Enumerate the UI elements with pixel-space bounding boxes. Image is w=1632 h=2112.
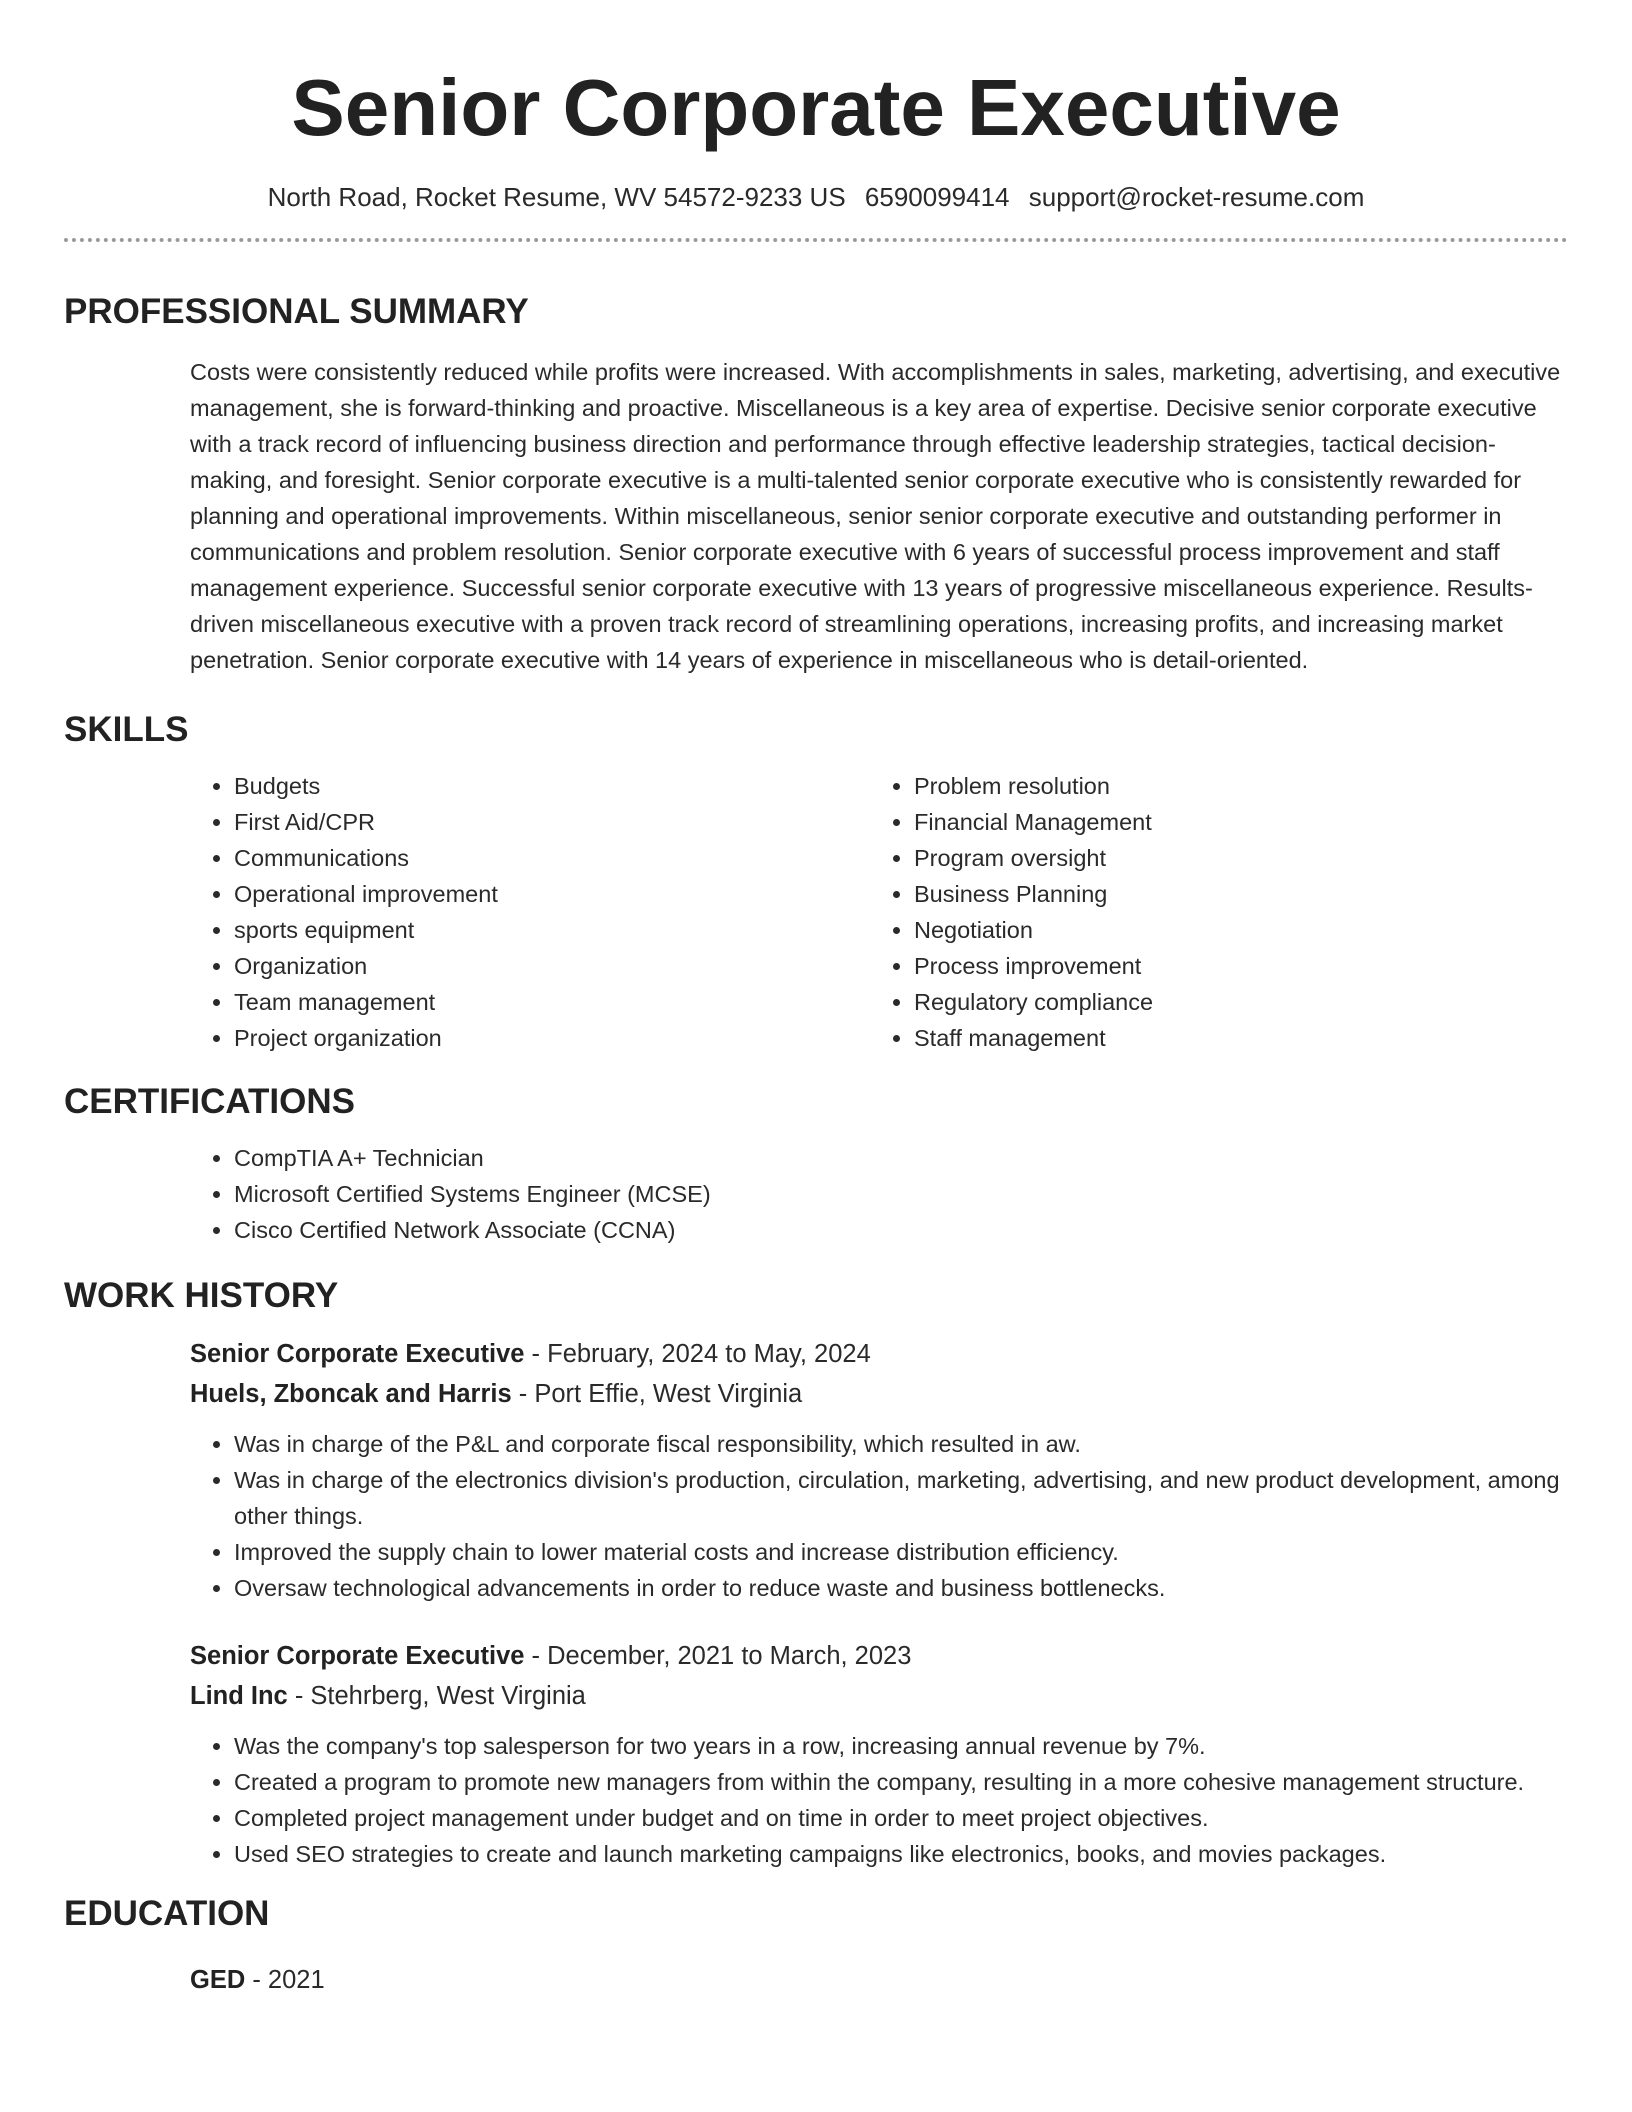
job-title: Senior Corporate Executive [190, 1340, 525, 1368]
skill-item: • Project organization [234, 1020, 870, 1056]
education-degree: GED [190, 1966, 246, 1994]
job-company: Huels, Zboncak and Harris [190, 1380, 512, 1408]
skill-item: • Program oversight [914, 840, 1550, 876]
job-bullet: • Used SEO strategies to create and launch marketing campaigns like electronics, books, and movies packages. [234, 1836, 1568, 1872]
job-dates: - December, 2021 to March, 2023 [524, 1642, 912, 1670]
skills-column-right [870, 768, 1550, 1056]
header-divider [64, 238, 1568, 242]
skill-item: • Negotiation [914, 912, 1550, 948]
job-title-line [190, 1636, 1568, 1676]
skills-list [190, 768, 1568, 1056]
skill-item: • Organization [234, 948, 870, 984]
job-bullets [190, 1426, 1568, 1606]
section-title-summary: PROFESSIONAL SUMMARY [64, 292, 529, 331]
job-dates: - February, 2024 to May, 2024 [524, 1340, 871, 1368]
contact-email: support@rocket-resume.com [1028, 182, 1365, 212]
section-title-education: EDUCATION [64, 1894, 270, 1933]
skill-item: • Communications [234, 840, 870, 876]
job-bullet: • Was the company's top salesperson for two years in a row, increasing annual revenue by 7%. [234, 1728, 1568, 1764]
skill-item: • sports equipment [234, 912, 870, 948]
job-bullet: • Created a program to promote new managers from within the company, resulting in a more cohesive management structure. [234, 1764, 1568, 1800]
job-bullet: • Completed project management under budget and on time in order to meet project objectives. [234, 1800, 1568, 1836]
skill-item: • Regulatory compliance [914, 984, 1550, 1020]
job-bullets [190, 1728, 1568, 1872]
education-line [190, 1960, 1568, 2000]
skill-item: • Financial Management [914, 804, 1550, 840]
summary-text: Costs were consistently reduced while profits were increased. With accomplishments in sales, marketing, advertising, and executive management, she is forward-thinking and proactive. Miscellaneous is a key area of expertise. Decisive senior corporate executive with a track record of influencing business direction and performance through effective leadership strategies, tactical decision-making, and foresight. Senior corporate executive is a multi-talented senior corporate executive who is consistently rewarded for planning and operational improvements. Within miscellaneous, senior senior corporate executive and outstanding performer in communications and problem resolution. Senior corporate executive with 6 years of successful process improvement and staff management experience. Successful senior corporate executive with 13 years of progressive miscellaneous experience. Results-driven miscellaneous executive with a proven track record of streamlining operations, increasing profits, and increasing market penetration. Senior corporate executive with 14 years of experience in miscellaneous who is detail-oriented. [190, 359, 1561, 673]
skill-item: • Staff management [914, 1020, 1550, 1056]
education-year: - 2021 [245, 1966, 325, 1994]
job-location: - Stehrberg, West Virginia [287, 1682, 586, 1710]
job-title: Senior Corporate Executive [190, 1642, 525, 1670]
skill-item: • Business Planning [914, 876, 1550, 912]
resume-page [64, 0, 1568, 2000]
education-entry [190, 1960, 1568, 2000]
skill-item: • Process improvement [914, 948, 1550, 984]
job-bullet: • Oversaw technological advancements in order to reduce waste and business bottlenecks. [234, 1570, 1568, 1606]
certification-item: • Cisco Certified Network Associate (CCNA) [234, 1212, 1568, 1248]
job-entry [190, 1334, 1568, 1606]
skill-item: • Team management [234, 984, 870, 1020]
job-entry [190, 1636, 1568, 1872]
resume-name: Senior Corporate Executive [291, 63, 1341, 152]
contact-phone: 6590099414 [864, 182, 1010, 212]
skill-item: • Budgets [234, 768, 870, 804]
job-title-line [190, 1334, 1568, 1374]
certification-item: • Microsoft Certified Systems Engineer (MCSE) [234, 1176, 1568, 1212]
job-company-line [190, 1676, 1568, 1716]
skill-item: • Operational improvement [234, 876, 870, 912]
job-company: Lind Inc [190, 1682, 288, 1710]
job-bullet: • Improved the supply chain to lower material costs and increase distribution efficiency. [234, 1534, 1568, 1570]
job-company-line [190, 1374, 1568, 1414]
skills-column-left [190, 768, 870, 1056]
job-bullet: • Was in charge of the P&L and corporate fiscal responsibility, which resulted in aw. [234, 1426, 1568, 1462]
certifications-list [190, 1140, 1568, 1248]
skill-item: • First Aid/CPR [234, 804, 870, 840]
section-title-certifications: CERTIFICATIONS [64, 1082, 356, 1121]
section-title-skills: SKILLS [64, 710, 189, 749]
contact-address: North Road, Rocket Resume, WV 54572-9233 US [267, 182, 846, 212]
contact-line [64, 180, 1568, 214]
job-location: - Port Effie, West Virginia [511, 1380, 803, 1408]
section-title-work-history: WORK HISTORY [64, 1276, 339, 1315]
job-bullet: • Was in charge of the electronics division's production, circulation, marketing, advertising, and new product development, among other things. [234, 1462, 1568, 1534]
skill-item: • Problem resolution [914, 768, 1550, 804]
certification-item: • CompTIA A+ Technician [234, 1140, 1568, 1176]
